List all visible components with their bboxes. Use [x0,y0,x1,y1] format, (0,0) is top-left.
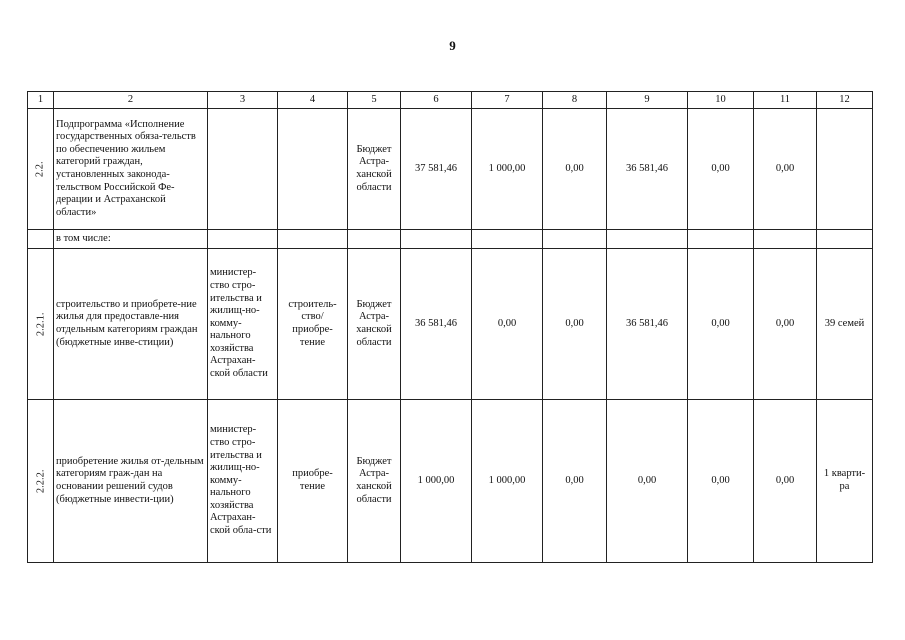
column-header: 3 [208,92,278,109]
row-source: Бюджет Астра-ханской области [348,249,401,400]
row-value-col9: 36 581,46 [607,249,688,400]
table-row [28,249,873,400]
row-type: строитель-ство/ приобре-тение [278,249,348,400]
page-number: 9 [449,38,456,53]
row-total: 36 581,46 [401,249,472,400]
row-executor [208,109,278,230]
row-type [278,109,348,230]
row-code: 2.2. [34,161,46,177]
row-executor: министер-ство стро-ительства и жилищ-но-комму-нального хозяйства Астрахан-ской обла-сти [208,400,278,563]
row-executor [208,230,278,249]
row-source: Бюджет Астра-ханской области [348,109,401,230]
row-value-col11: 0,00 [754,109,817,230]
row-total [401,230,472,249]
row-code: 2.2.2. [35,469,47,493]
row-result [817,109,873,230]
row-value-col10: 0,00 [688,400,754,563]
row-source [348,230,401,249]
row-value-col11: 0,00 [754,249,817,400]
column-header: 12 [817,92,873,109]
table-row [28,400,873,563]
row-value-col7 [472,230,543,249]
header-row [28,92,873,109]
budget-table [27,91,873,563]
row-value-col7: 0,00 [472,249,543,400]
row-code: 2.2.1. [35,312,47,336]
row-value-col9: 36 581,46 [607,109,688,230]
row-value-col10: 0,00 [688,249,754,400]
row-code-cell [28,249,54,400]
row-value-col10: 0,00 [688,109,754,230]
row-value-col9: 0,00 [607,400,688,563]
column-header: 1 [28,92,54,109]
row-name: строительство и приобрете-ние жилья для предоставле-ния отдельным категориям граждан (бюджетные инве-стиции) [54,249,208,400]
row-value-col8: 0,00 [543,400,607,563]
row-type: приобре-тение [278,400,348,563]
row-executor: министер-ство стро-ительства и жилищ-но-комму-нального хозяйства Астрахан-ской области [208,249,278,400]
row-value-col8: 0,00 [543,109,607,230]
column-header: 7 [472,92,543,109]
row-result: 1 кварти-ра [817,400,873,563]
column-header: 10 [688,92,754,109]
row-name: в том числе: [54,230,208,249]
row-value-col7: 1 000,00 [472,109,543,230]
row-value-col8: 0,00 [543,249,607,400]
row-result: 39 семей [817,249,873,400]
column-header: 8 [543,92,607,109]
table-row [28,109,873,230]
table-row [28,230,873,249]
row-code-cell [28,230,54,249]
row-value-col11 [754,230,817,249]
row-result [817,230,873,249]
row-type [278,230,348,249]
column-header: 9 [607,92,688,109]
column-header: 2 [54,92,208,109]
row-value-col8 [543,230,607,249]
row-value-col11: 0,00 [754,400,817,563]
row-code-cell [28,400,54,563]
row-name: Подпрограмма «Исполнение государственных обяза-тельств по обеспечению жильем категорий граждан, установленных законода-тельством Российской Фе-дерации и Астраханской области» [54,109,208,230]
column-header: 4 [278,92,348,109]
row-value-col10 [688,230,754,249]
column-header: 5 [348,92,401,109]
column-header: 11 [754,92,817,109]
row-source: Бюджет Астра-ханской области [348,400,401,563]
row-total: 37 581,46 [401,109,472,230]
row-code-cell [28,109,54,230]
row-name: приобретение жилья от-дельным категориям граж-дан на основании решений судов (бюджетные инвести-ции) [54,400,208,563]
row-value-col7: 1 000,00 [472,400,543,563]
row-value-col9 [607,230,688,249]
column-header: 6 [401,92,472,109]
row-total: 1 000,00 [401,400,472,563]
